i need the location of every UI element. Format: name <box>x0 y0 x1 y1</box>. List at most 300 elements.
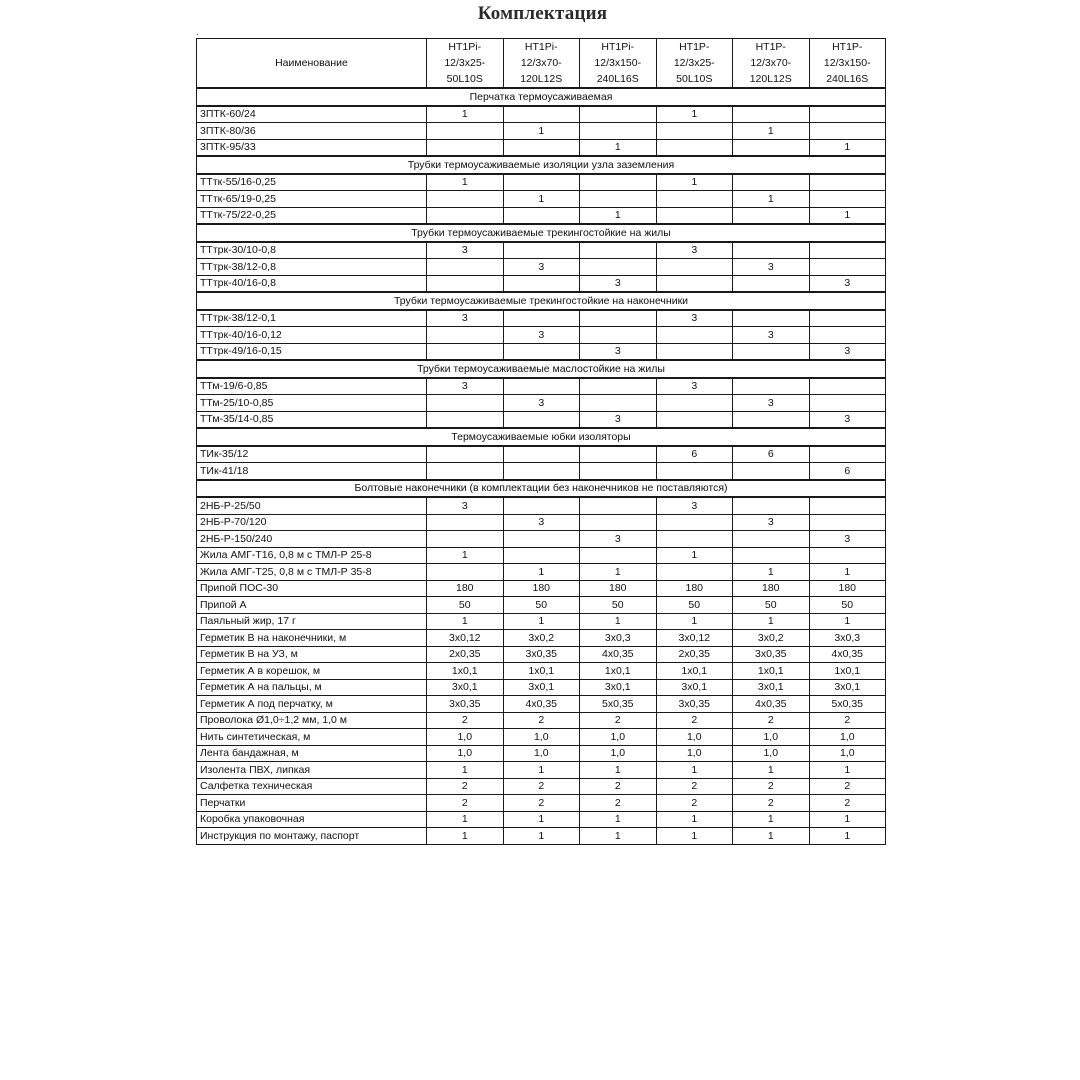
quantity-cell <box>503 497 580 514</box>
table-row <box>197 242 886 259</box>
quantity-cell <box>503 207 580 224</box>
quantity-cell: 1 <box>656 106 733 123</box>
column-header-model <box>656 39 733 89</box>
quantity-cell <box>733 139 810 156</box>
quantity-cell <box>427 463 504 480</box>
item-name-cell: 2НБ-Р-25/50 <box>197 497 427 514</box>
quantity-cell <box>656 531 733 548</box>
quantity-cell: 1 <box>656 828 733 845</box>
quantity-cell: 1 <box>809 811 886 828</box>
table-row <box>197 630 886 647</box>
quantity-cell <box>733 531 810 548</box>
quantity-cell <box>427 207 504 224</box>
quantity-cell <box>733 310 810 327</box>
quantity-cell: 2 <box>656 795 733 812</box>
quantity-cell: 180 <box>580 580 657 597</box>
table-row <box>197 411 886 428</box>
item-name-cell: ТТтрк-30/10-0,8 <box>197 242 427 259</box>
quantity-cell <box>503 463 580 480</box>
table-row <box>197 745 886 762</box>
quantity-cell: 1 <box>580 207 657 224</box>
quantity-cell <box>809 327 886 344</box>
table-row <box>197 696 886 713</box>
quantity-cell: 1 <box>733 762 810 779</box>
quantity-cell: 1 <box>580 811 657 828</box>
quantity-cell <box>580 395 657 412</box>
section-header-row <box>197 292 886 310</box>
table-row <box>197 597 886 614</box>
column-header-line: 12/3х25- <box>673 57 715 69</box>
column-header-line: 12/3х70- <box>750 57 792 69</box>
quantity-cell: 2 <box>580 712 657 729</box>
quantity-cell <box>809 395 886 412</box>
quantity-cell <box>580 463 657 480</box>
item-name-cell: Изолента ПВХ, липкая <box>197 762 427 779</box>
column-header-line: 120L12S <box>749 73 792 85</box>
quantity-cell <box>503 275 580 292</box>
quantity-cell <box>503 343 580 360</box>
quantity-cell: 2 <box>503 712 580 729</box>
column-header-line: НТ1Рi- <box>601 41 635 53</box>
item-name-cell: Перчатки <box>197 795 427 812</box>
table-row <box>197 811 886 828</box>
quantity-cell: 2 <box>427 795 504 812</box>
quantity-cell: 3 <box>503 327 580 344</box>
quantity-cell <box>809 191 886 208</box>
quantity-cell: 3 <box>503 395 580 412</box>
quantity-cell: 3х0,12 <box>427 630 504 647</box>
quantity-cell: 1х0,1 <box>656 663 733 680</box>
item-name-cell: ТТтк-65/19-0,25 <box>197 191 427 208</box>
quantity-cell: 1 <box>503 191 580 208</box>
quantity-cell <box>503 411 580 428</box>
item-name-cell: ТТтк-55/16-0,25 <box>197 174 427 191</box>
quantity-cell: 3 <box>656 497 733 514</box>
table-row <box>197 207 886 224</box>
table-row <box>197 778 886 795</box>
quantity-cell <box>809 123 886 140</box>
quantity-cell: 1,0 <box>580 745 657 762</box>
quantity-cell <box>656 139 733 156</box>
quantity-cell: 2 <box>580 795 657 812</box>
table-row <box>197 343 886 360</box>
item-name-cell: Проволока Ø1,0÷1,2 мм, 1,0 м <box>197 712 427 729</box>
quantity-cell <box>733 463 810 480</box>
quantity-cell <box>580 446 657 463</box>
quantity-cell: 3 <box>809 343 886 360</box>
quantity-cell <box>809 446 886 463</box>
quantity-cell: 1,0 <box>733 729 810 746</box>
item-name-cell: ТТм-35/14-0,85 <box>197 411 427 428</box>
quantity-cell <box>580 310 657 327</box>
table-row <box>197 828 886 845</box>
quantity-cell: 4х0,35 <box>809 646 886 663</box>
column-header-model <box>733 39 810 89</box>
table-row <box>197 174 886 191</box>
quantity-cell: 1 <box>656 174 733 191</box>
quantity-cell <box>656 564 733 581</box>
quantity-cell <box>580 327 657 344</box>
quantity-cell: 1,0 <box>580 729 657 746</box>
quantity-cell <box>503 547 580 564</box>
quantity-cell <box>656 343 733 360</box>
item-name-cell: Герметик А на пальцы, м <box>197 679 427 696</box>
table-row <box>197 729 886 746</box>
quantity-cell: 2 <box>733 795 810 812</box>
quantity-cell: 1 <box>733 613 810 630</box>
quantity-cell: 2 <box>503 778 580 795</box>
quantity-cell <box>733 106 810 123</box>
quantity-cell: 1 <box>503 564 580 581</box>
section-title: Трубки термоусаживаемые трекингостойкие на наконечники <box>197 292 886 310</box>
quantity-cell: 1 <box>656 762 733 779</box>
item-name-cell: Герметик В на УЗ, м <box>197 646 427 663</box>
item-name-cell: Жила АМГ-Т25, 0,8 м с ТМЛ-Р 35-8 <box>197 564 427 581</box>
quantity-cell <box>809 242 886 259</box>
item-name-cell: ТТтк-75/22-0,25 <box>197 207 427 224</box>
section-header-row <box>197 360 886 378</box>
quantity-cell: 1 <box>580 613 657 630</box>
quantity-cell: 1х0,1 <box>580 663 657 680</box>
item-name-cell: ТТтрк-38/12-0,8 <box>197 259 427 276</box>
quantity-cell <box>503 242 580 259</box>
quantity-cell: 3 <box>580 343 657 360</box>
quantity-cell <box>580 174 657 191</box>
quantity-cell <box>427 139 504 156</box>
quantity-cell: 1,0 <box>427 745 504 762</box>
item-name-cell: ТТм-19/6-0,85 <box>197 378 427 395</box>
quantity-cell <box>809 497 886 514</box>
quantity-cell <box>580 547 657 564</box>
quantity-cell: 3х0,2 <box>733 630 810 647</box>
quantity-cell <box>656 327 733 344</box>
quantity-cell: 3х0,1 <box>809 679 886 696</box>
section-title: Трубки термоусаживаемые изоляции узла заземления <box>197 156 886 174</box>
table-row <box>197 497 886 514</box>
quantity-cell: 180 <box>427 580 504 597</box>
quantity-cell: 1 <box>809 207 886 224</box>
item-name-cell: Лента бандажная, м <box>197 745 427 762</box>
item-name-cell: ТТтрк-38/12-0,1 <box>197 310 427 327</box>
column-header-line: 12/3х70- <box>520 57 562 69</box>
quantity-cell: 2 <box>427 778 504 795</box>
quantity-cell: 1 <box>656 547 733 564</box>
item-name-cell: Герметик А в корешок, м <box>197 663 427 680</box>
quantity-cell <box>580 497 657 514</box>
quantity-cell: 3х0,35 <box>656 696 733 713</box>
quantity-cell <box>427 411 504 428</box>
item-name-cell: 3ПТК-60/24 <box>197 106 427 123</box>
quantity-cell: 1,0 <box>427 729 504 746</box>
quantity-cell: 50 <box>809 597 886 614</box>
column-header-line: НТ1Р- <box>679 41 710 53</box>
table-row <box>197 106 886 123</box>
quantity-cell <box>503 310 580 327</box>
column-header-model <box>580 39 657 89</box>
quantity-cell: 1 <box>427 828 504 845</box>
quantity-cell: 3х0,1 <box>656 679 733 696</box>
table-header-row <box>197 39 886 89</box>
column-header-line: 12/3х25- <box>444 57 486 69</box>
quantity-cell: 1 <box>427 547 504 564</box>
section-header-row <box>197 156 886 174</box>
quantity-cell <box>580 191 657 208</box>
quantity-cell: 1 <box>580 139 657 156</box>
quantity-cell: 3 <box>733 395 810 412</box>
quantity-cell <box>427 395 504 412</box>
quantity-cell: 3х0,1 <box>503 679 580 696</box>
quantity-cell: 1 <box>733 123 810 140</box>
quantity-cell <box>656 275 733 292</box>
column-header-line: 50L10S <box>676 73 713 85</box>
quantity-cell <box>427 327 504 344</box>
section-header-row <box>197 428 886 446</box>
quantity-cell: 180 <box>809 580 886 597</box>
quantity-cell: 1 <box>427 174 504 191</box>
table-row <box>197 514 886 531</box>
section-title: Трубки термоусаживаемые трекингостойкие на жилы <box>197 224 886 242</box>
quantity-cell: 2 <box>809 778 886 795</box>
quantity-cell: 3х0,3 <box>809 630 886 647</box>
quantity-cell: 1 <box>733 828 810 845</box>
quantity-cell: 3х0,1 <box>733 679 810 696</box>
quantity-cell: 3х0,1 <box>427 679 504 696</box>
quantity-cell <box>580 378 657 395</box>
table-row <box>197 712 886 729</box>
quantity-cell: 3 <box>427 310 504 327</box>
item-name-cell: Паяльный жир, 17 г <box>197 613 427 630</box>
quantity-cell <box>427 564 504 581</box>
quantity-cell: 2 <box>427 712 504 729</box>
quantity-cell: 2 <box>809 712 886 729</box>
column-header-line: НТ1Р- <box>832 41 863 53</box>
quantity-cell: 1,0 <box>503 745 580 762</box>
quantity-cell: 4х0,35 <box>503 696 580 713</box>
quantity-cell <box>503 531 580 548</box>
table-row <box>197 310 886 327</box>
quantity-cell: 2 <box>733 712 810 729</box>
quantity-cell: 3 <box>733 327 810 344</box>
item-name-cell: 3ПТК-80/36 <box>197 123 427 140</box>
quantity-cell: 3 <box>656 378 733 395</box>
item-name-cell: Герметик В на наконечники, м <box>197 630 427 647</box>
quantity-cell <box>733 343 810 360</box>
quantity-cell <box>427 531 504 548</box>
item-name-cell: Салфетка техническая <box>197 778 427 795</box>
quantity-cell <box>656 259 733 276</box>
table-row <box>197 378 886 395</box>
column-header-line: НТ1Рi- <box>524 41 558 53</box>
quantity-cell: 50 <box>503 597 580 614</box>
table-row <box>197 446 886 463</box>
quantity-cell: 2х0,35 <box>427 646 504 663</box>
table-row <box>197 580 886 597</box>
quantity-cell <box>503 446 580 463</box>
column-header-name: Наименование <box>197 39 427 89</box>
table-row <box>197 463 886 480</box>
quantity-cell: 3х0,35 <box>733 646 810 663</box>
quantity-cell: 3х0,35 <box>427 696 504 713</box>
item-name-cell: ТТтрк-40/16-0,8 <box>197 275 427 292</box>
document-title: Комплектация <box>477 3 608 24</box>
item-name-cell: Инструкция по монтажу, паспорт <box>197 828 427 845</box>
quantity-cell <box>427 514 504 531</box>
quantity-cell: 3х0,1 <box>580 679 657 696</box>
quantity-cell: 3 <box>580 275 657 292</box>
quantity-cell <box>656 123 733 140</box>
quantity-cell: 6 <box>656 446 733 463</box>
item-name-cell: 3ПТК-95/33 <box>197 139 427 156</box>
table-row <box>197 646 886 663</box>
quantity-cell: 1 <box>580 564 657 581</box>
column-header-model <box>809 39 886 89</box>
quantity-cell <box>427 259 504 276</box>
column-header-line: 12/3х150- <box>594 57 642 69</box>
table-row <box>197 547 886 564</box>
quantity-cell: 1 <box>427 811 504 828</box>
table-body <box>197 88 886 844</box>
quantity-cell: 180 <box>733 580 810 597</box>
quantity-cell: 3х0,35 <box>503 646 580 663</box>
quantity-cell: 1,0 <box>503 729 580 746</box>
quantity-cell: 1 <box>503 123 580 140</box>
quantity-cell <box>809 106 886 123</box>
quantity-cell: 1 <box>427 762 504 779</box>
quantity-cell <box>580 259 657 276</box>
quantity-cell: 180 <box>503 580 580 597</box>
table-row <box>197 327 886 344</box>
quantity-cell: 1 <box>503 828 580 845</box>
quantity-cell <box>733 174 810 191</box>
quantity-cell: 1 <box>580 828 657 845</box>
quantity-cell: 1 <box>656 811 733 828</box>
quantity-cell <box>656 411 733 428</box>
quantity-cell: 2 <box>656 778 733 795</box>
quantity-cell: 50 <box>580 597 657 614</box>
table-row <box>197 663 886 680</box>
section-header-row <box>197 88 886 106</box>
quantity-cell: 1 <box>809 762 886 779</box>
quantity-cell: 180 <box>656 580 733 597</box>
quantity-cell <box>809 174 886 191</box>
quantity-cell: 3 <box>656 310 733 327</box>
quantity-cell: 1,0 <box>656 729 733 746</box>
quantity-cell: 3х0,3 <box>580 630 657 647</box>
quantity-cell: 4х0,35 <box>580 646 657 663</box>
item-name-cell: Герметик А под перчатку, м <box>197 696 427 713</box>
quantity-cell: 50 <box>427 597 504 614</box>
table-row <box>197 191 886 208</box>
section-title: Болтовые наконечники (в комплектации без наконечников не поставляются) <box>197 480 886 498</box>
quantity-cell <box>733 242 810 259</box>
item-name-cell: ТИк-35/12 <box>197 446 427 463</box>
quantity-cell <box>656 191 733 208</box>
quantity-cell: 3 <box>427 497 504 514</box>
item-name-cell: 2НБ-Р-70/120 <box>197 514 427 531</box>
quantity-cell <box>809 547 886 564</box>
quantity-cell: 3 <box>580 531 657 548</box>
quantity-cell <box>733 207 810 224</box>
quantity-cell: 2 <box>809 795 886 812</box>
quantity-cell: 1,0 <box>733 745 810 762</box>
quantity-cell <box>656 514 733 531</box>
table-row <box>197 564 886 581</box>
quantity-cell <box>427 123 504 140</box>
quantity-cell: 3 <box>503 259 580 276</box>
quantity-cell: 3 <box>503 514 580 531</box>
quantity-cell: 1 <box>809 613 886 630</box>
item-name-cell: ТТм-25/10-0,85 <box>197 395 427 412</box>
quantity-cell: 6 <box>809 463 886 480</box>
column-header-line: 240L16S <box>596 73 639 85</box>
quantity-cell: 5х0,35 <box>580 696 657 713</box>
quantity-cell <box>656 463 733 480</box>
quantity-cell: 1 <box>580 762 657 779</box>
table-row <box>197 762 886 779</box>
quantity-cell: 3 <box>580 411 657 428</box>
quantity-cell: 2 <box>580 778 657 795</box>
table-row <box>197 795 886 812</box>
quantity-cell <box>733 378 810 395</box>
quantity-cell <box>580 106 657 123</box>
quantity-cell <box>503 139 580 156</box>
quantity-cell: 1х0,1 <box>733 663 810 680</box>
quantity-cell <box>809 514 886 531</box>
quantity-cell: 1,0 <box>809 745 886 762</box>
quantity-cell: 3х0,12 <box>656 630 733 647</box>
quantity-cell <box>580 123 657 140</box>
quantity-cell <box>427 191 504 208</box>
quantity-cell <box>503 106 580 123</box>
item-name-cell: Коробка упаковочная <box>197 811 427 828</box>
table-row <box>197 531 886 548</box>
column-header-line: 120L12S <box>520 73 563 85</box>
section-title: Трубки термоусаживаемые маслостойкие на жилы <box>197 360 886 378</box>
quantity-cell <box>809 310 886 327</box>
quantity-cell: 1 <box>733 191 810 208</box>
quantity-cell: 3 <box>733 259 810 276</box>
column-header-line: НТ1Р- <box>755 41 786 53</box>
table-row <box>197 679 886 696</box>
quantity-cell: 3 <box>733 514 810 531</box>
section-title: Перчатка термоусаживаемая <box>197 88 886 106</box>
quantity-cell: 4х0,35 <box>733 696 810 713</box>
quantity-cell <box>733 497 810 514</box>
quantity-cell: 1 <box>503 811 580 828</box>
quantity-cell <box>580 242 657 259</box>
quantity-cell <box>809 259 886 276</box>
quantity-cell <box>656 395 733 412</box>
quantity-cell <box>427 275 504 292</box>
quantity-cell: 3 <box>656 242 733 259</box>
quantity-cell: 50 <box>733 597 810 614</box>
kit-contents-table <box>196 38 886 845</box>
quantity-cell: 50 <box>656 597 733 614</box>
quantity-cell: 1х0,1 <box>427 663 504 680</box>
quantity-cell <box>733 411 810 428</box>
quantity-cell: 2х0,35 <box>656 646 733 663</box>
quantity-cell: 1 <box>427 106 504 123</box>
section-header-row <box>197 480 886 498</box>
quantity-cell: 1 <box>503 762 580 779</box>
quantity-cell: 1х0,1 <box>809 663 886 680</box>
table-row <box>197 123 886 140</box>
quantity-cell: 5х0,35 <box>809 696 886 713</box>
quantity-cell: 1 <box>733 811 810 828</box>
quantity-cell: 3 <box>427 378 504 395</box>
column-header-model <box>503 39 580 89</box>
item-name-cell: ТИк-41/18 <box>197 463 427 480</box>
